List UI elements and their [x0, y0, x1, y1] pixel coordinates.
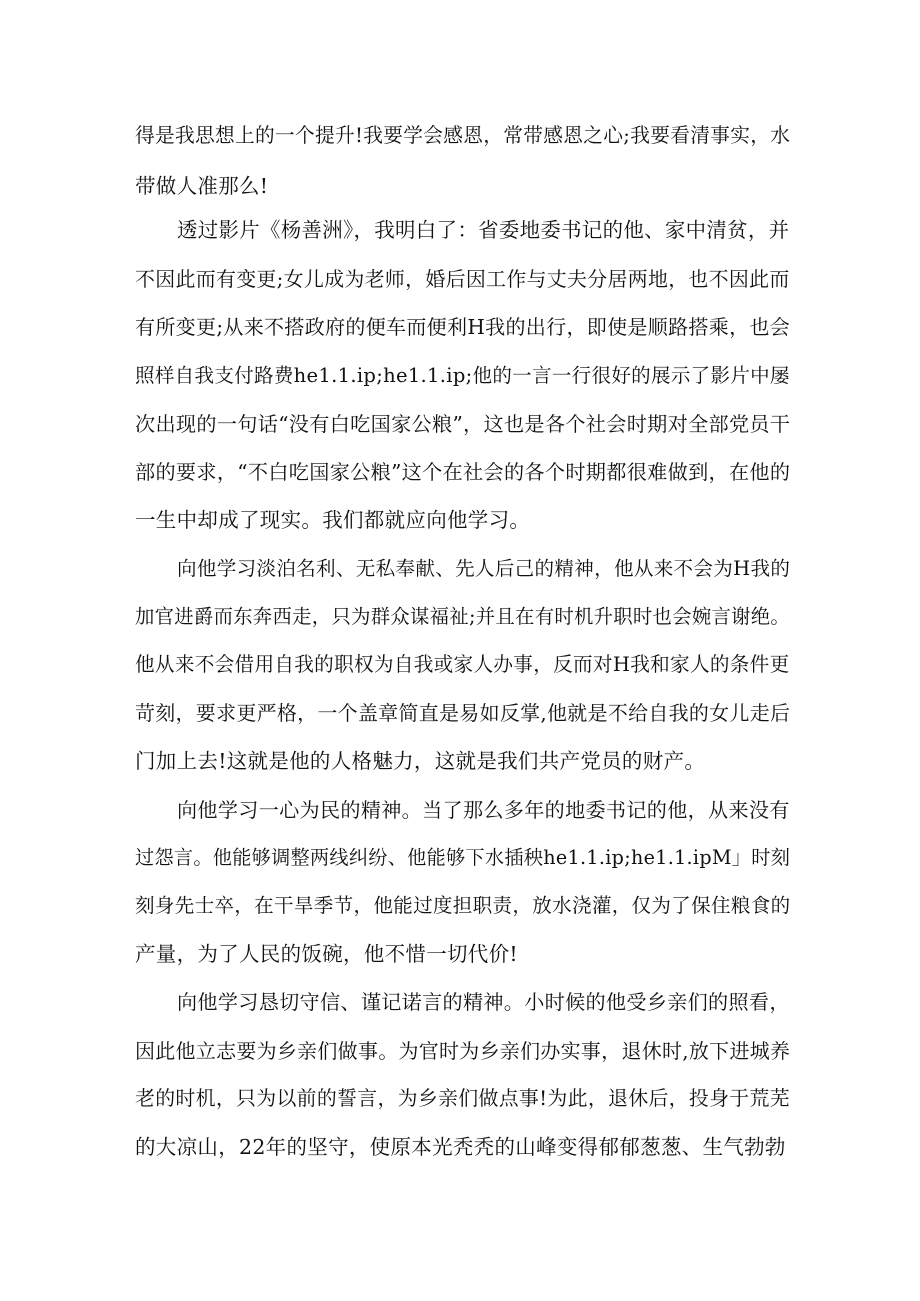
text-line: 不因此而有变更;女儿成为老师，婚后因工作与丈夫分居两地，也不因此而: [135, 267, 790, 291]
text-line: 向他学习恳切守信、谨记诺言的精神。小时候的他受乡亲们的照看，: [177, 990, 790, 1014]
text-line: 因此他立志要为乡亲们做事。为官时为乡亲们办实事，退休时,放下进城养: [135, 1039, 791, 1063]
text-line: 产量，为了人民的饭碗，他不惜一切代价!: [135, 942, 518, 966]
text-line: 向他学习淡泊名利、无私奉献、先人后己的精神，他从来不会为H我的: [177, 557, 791, 580]
text-line: 过怨言。他能够调整两线纠纷、他能够下水插秧he1.1.ip;he1.1.ipM」时刻: [135, 846, 791, 869]
text-line: 得是我思想上的一个提升!我要学会感恩，常带感恩之心;我要看清事实，水: [135, 124, 791, 147]
text-line: 一生中却成了现实。我们都就应向他学习。: [135, 508, 531, 532]
text-line: 他从来不会借用自我的职权为自我或家人办事，反而对H我和家人的条件更: [135, 653, 790, 676]
text-line: 苛刻，要求更严格，一个盖章简直是易如反掌,他就是不给自我的女儿走后: [135, 701, 791, 725]
text-line: 次出现的一句话“没有白吃国家公粮”，这也是各个社会时期对全部党员干: [135, 412, 791, 436]
text-line: 老的时机，只为以前的誓言，为乡亲们做点事!为此，退休后，投身于荒芜: [135, 1087, 790, 1110]
text-line: 照样自我支付路费he1.1.ip;he1.1.ip;他的一言一行很好的展示了影片中屡: [135, 364, 790, 387]
text-line: 部的要求，“不白吃国家公粮”这个在社会的各个时期都很难做到，在他的: [135, 460, 791, 484]
text-line: 带做人准那么!: [135, 174, 269, 198]
text-line: 有所变更;从来不搭政府的便车而便利H我的出行，即使是顺路搭乘，也会: [135, 315, 791, 339]
text-line: 的大凉山，22年的坚守，使原本光秃秃的山峰变得郁郁葱葱、生气勃勃: [135, 1135, 786, 1159]
text-line: 向他学习一心为民的精神。当了那么多年的地委书记的他，从来没有: [177, 798, 790, 822]
text-line: 加官进爵而东奔西走，只为群众谋福祉;并且在有时机升职时也会婉言谢绝。: [135, 605, 791, 628]
text-line: 刻身先士卒，在干旱季节，他能过度担职责，放水浇灌，仅为了保住粮食的: [135, 894, 791, 917]
text-line: 门加上去!这就是他的人格魅力，这就是我们共产党员的财产。: [135, 749, 706, 773]
text-line: 透过影片《杨善洲》，我明白了：省委地委书记的他、家中清贫，并: [177, 218, 790, 242]
